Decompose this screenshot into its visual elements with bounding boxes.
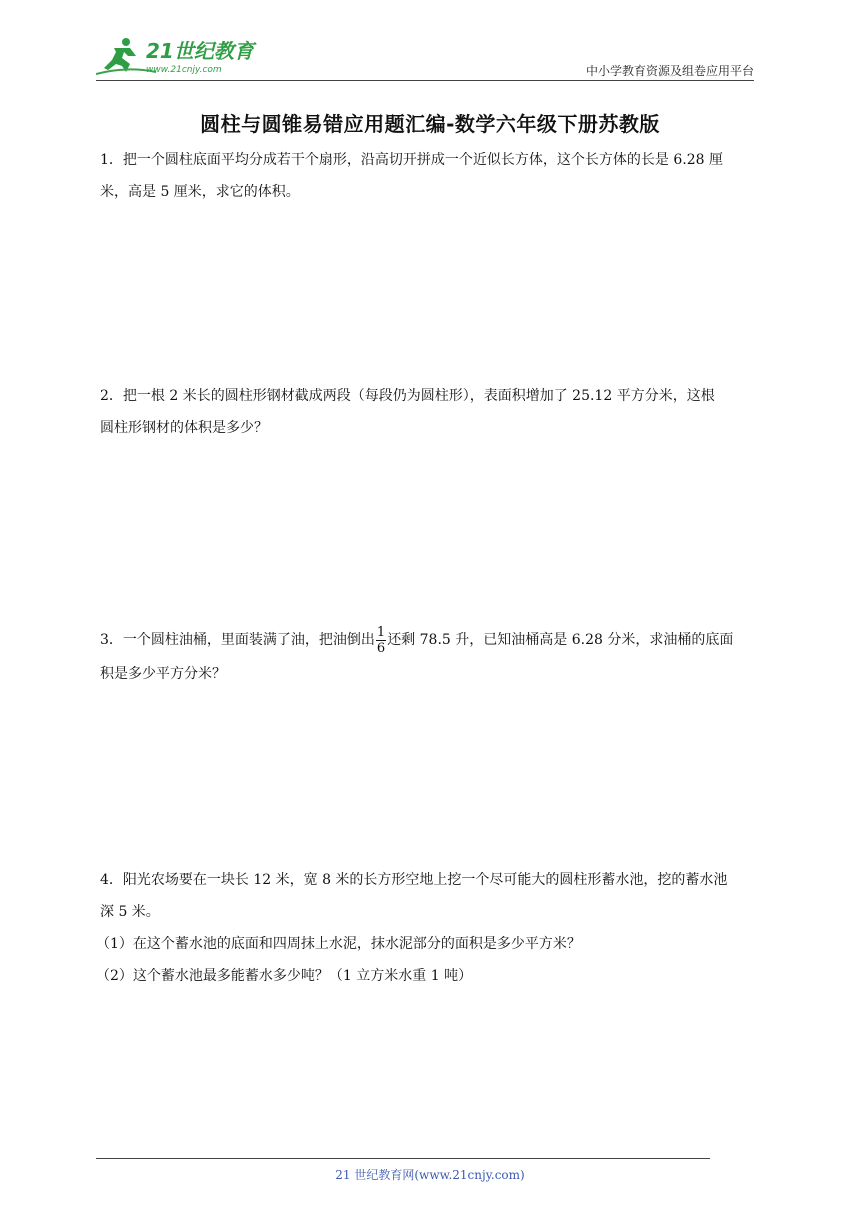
footer-divider <box>96 1158 710 1159</box>
question-2-line-2: 圆柱形钢材的体积是多少？ <box>100 420 268 436</box>
question-3-line-2: 积是多少平方分米？ <box>100 666 226 682</box>
question-3 <box>100 622 765 690</box>
question-4-line-1: 4．阳光农场要在一块长 12 米，宽 8 米的长方形空地上挖一个尽可能大的圆柱形蓄水池，挖的蓄水池 <box>100 872 728 888</box>
footer-link[interactable]: 21 世纪教育网(www.21cnjy.com) <box>335 1168 525 1182</box>
question-4-line-2: 深 5 米。 <box>100 904 160 920</box>
svg-text:21世纪教育: 21世纪教育 <box>146 39 254 63</box>
question-1 <box>100 144 765 208</box>
fraction-denominator: 6 <box>376 640 386 656</box>
page-title: 圆柱与圆锥易错应用题汇编-数学六年级下册苏教版 <box>200 112 660 136</box>
platform-label: 中小学教育资源及组卷应用平台 <box>585 64 754 78</box>
question-1-line-1: 1．把一个圆柱底面平均分成若干个扇形，沿高切开拼成一个近似长方体，这个长方体的长是 6.28 厘 <box>100 152 723 168</box>
question-3-text-a: 3．一个圆柱油桶，里面装满了油，把油倒出 <box>100 632 375 648</box>
header-divider <box>96 80 754 81</box>
question-2-line-1: 2．把一根 2 米长的圆柱形钢材截成两段（每段仍为圆柱形），表面积增加了 25.12 平方分米，这根 <box>100 388 715 404</box>
question-4-sub-2: （2）这个蓄水池最多能蓄水多少吨？（1 立方米水重 1 吨） <box>96 968 473 984</box>
question-2 <box>100 380 765 444</box>
fraction-numerator: 1 <box>376 624 386 640</box>
question-4-sub-1: （1）在这个蓄水池的底面和四周抹上水泥，抹水泥部分的面积是多少平方米？ <box>96 936 581 952</box>
site-logo <box>96 36 266 78</box>
question-3-line-1 <box>100 622 765 658</box>
fraction <box>376 625 386 656</box>
svg-text:www.21cnjy.com: www.21cnjy.com <box>146 65 222 75</box>
question-1-line-2: 米，高是 5 厘米，求它的体积。 <box>100 184 300 200</box>
question-3-text-b: 还剩 78.5 升，已知油桶高是 6.28 分米，求油桶的底面 <box>387 632 734 648</box>
question-4 <box>96 864 765 992</box>
runner-logo-icon <box>96 36 266 78</box>
